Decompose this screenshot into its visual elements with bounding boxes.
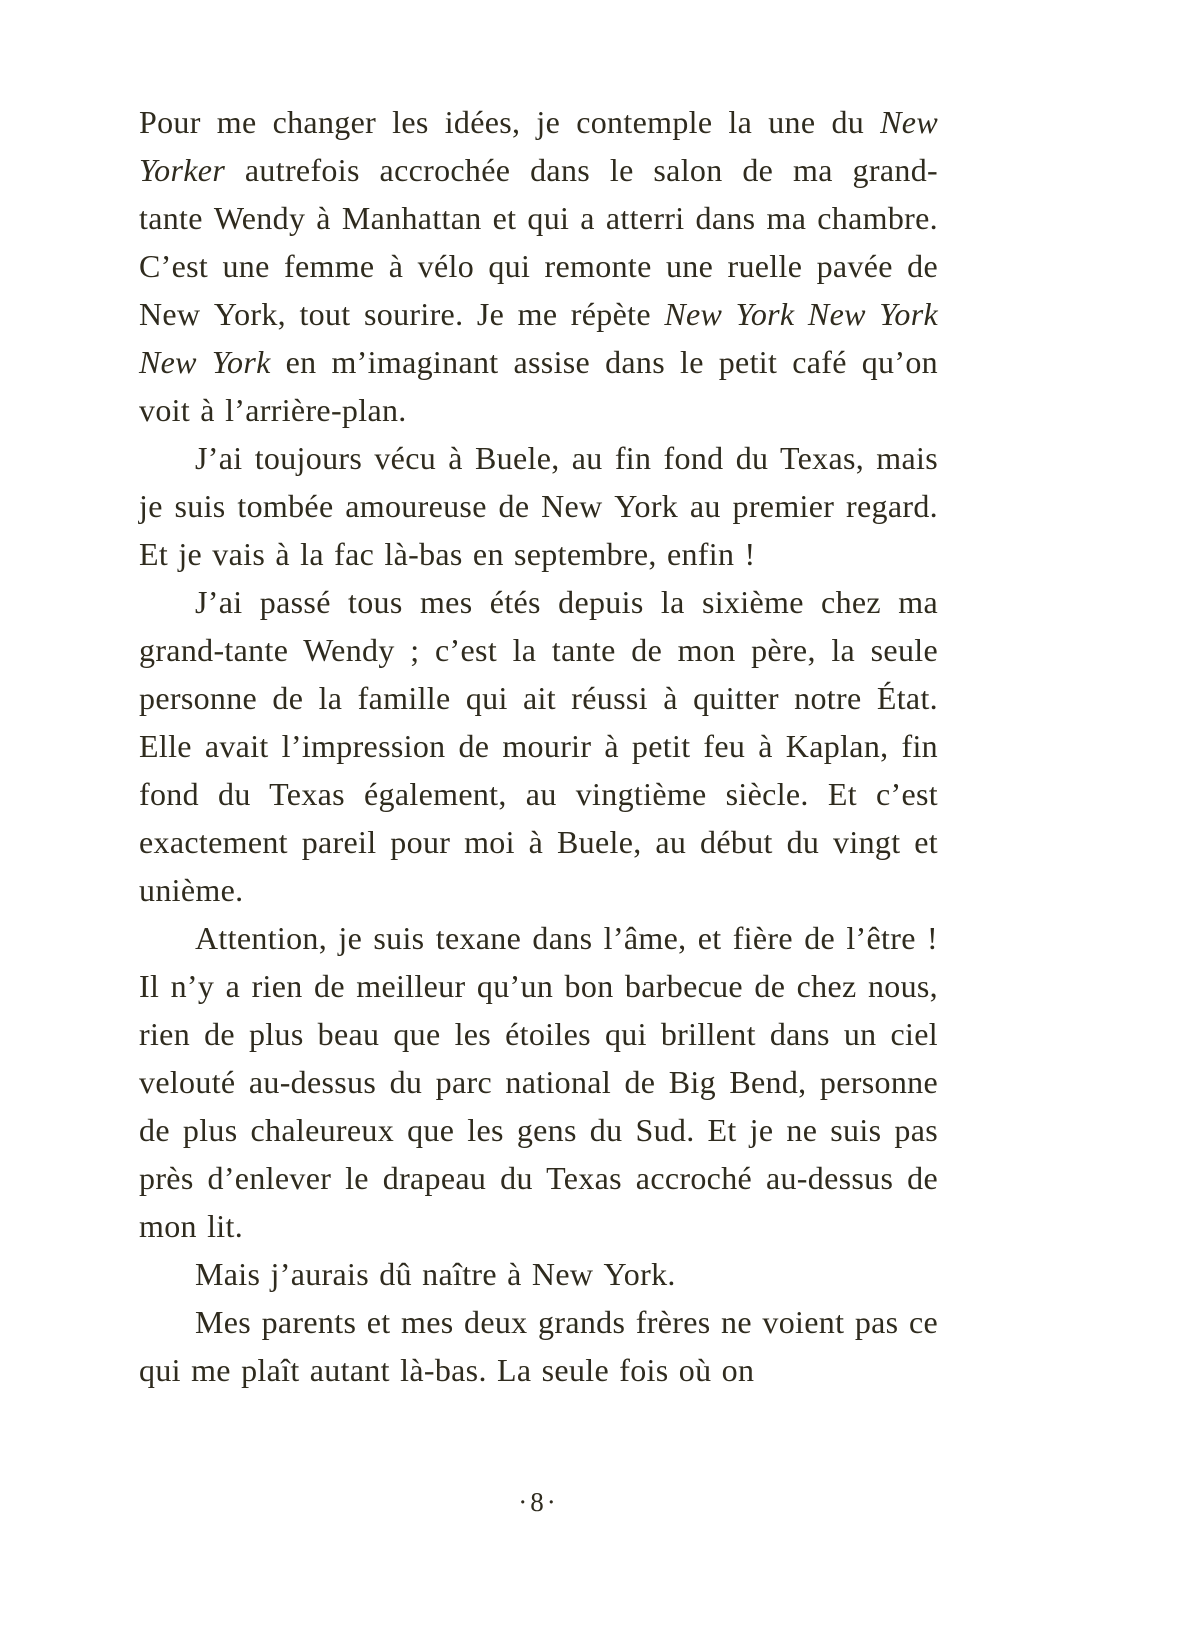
text-run: en m’imaginant assise dans le petit café qu’on voit à l’arrière-plan. [139, 344, 938, 428]
text-run: Attention, je suis texane dans l’âme, et fière de l’être ! Il n’y a rien de meilleur qu’un bon barbecue de chez nous, rien de plus beau que les étoiles qui brillent dans un ciel velouté au-dessus du parc national de Big Bend, personne de plus chaleureux que les gens du Sud. Et je ne suis pas près d’enlever le drapeau du Texas accroché au-dessus de mon lit. [139, 920, 938, 1244]
paragraph [139, 578, 938, 914]
text-run: J’ai toujours vécu à Buele, au fin fond du Texas, mais je suis tombée amoureuse de New York au premier regard. Et je vais à la fac là-bas en septembre, enfin ! [139, 440, 938, 572]
paragraph [139, 1250, 938, 1298]
text-run: Pour me changer les idées, je contemple la une du [139, 104, 881, 140]
text-run: Mais j’aurais dû naître à New York. [195, 1256, 676, 1292]
italic-text-run: New York New York New York [139, 296, 939, 380]
page-number: ·8· [518, 1487, 559, 1517]
paragraph [139, 434, 938, 578]
text-run: J’ai passé tous mes étés depuis la sixième chez ma grand-tante Wendy ; c’est la tante de mon père, la seule personne de la famille qui ait réussi à quitter notre État. Elle avait l’impression de mourir à petit feu à Kaplan, fin fond du Texas également, au vingtième siècle. Et c’est exactement pareil pour moi à Buele, au début du vingt et unième. [139, 584, 938, 908]
italic-text-run: New Yorker [139, 104, 938, 188]
text-run: Mes parents et mes deux grands frères ne voient pas ce qui me plaît autant là-bas. La seule fois où on [139, 1304, 938, 1388]
paragraph [139, 98, 938, 434]
text-run: autrefois accrochée dans le salon de ma grand-tante Wendy à Manhattan et qui a atterri dans ma chambre. C’est une femme à vélo qui remonte une ruelle pavée de New York, tout sourire. Je me répète [139, 152, 938, 332]
text-block [139, 98, 938, 1394]
paragraph [139, 1298, 938, 1394]
paragraph [139, 914, 938, 1250]
